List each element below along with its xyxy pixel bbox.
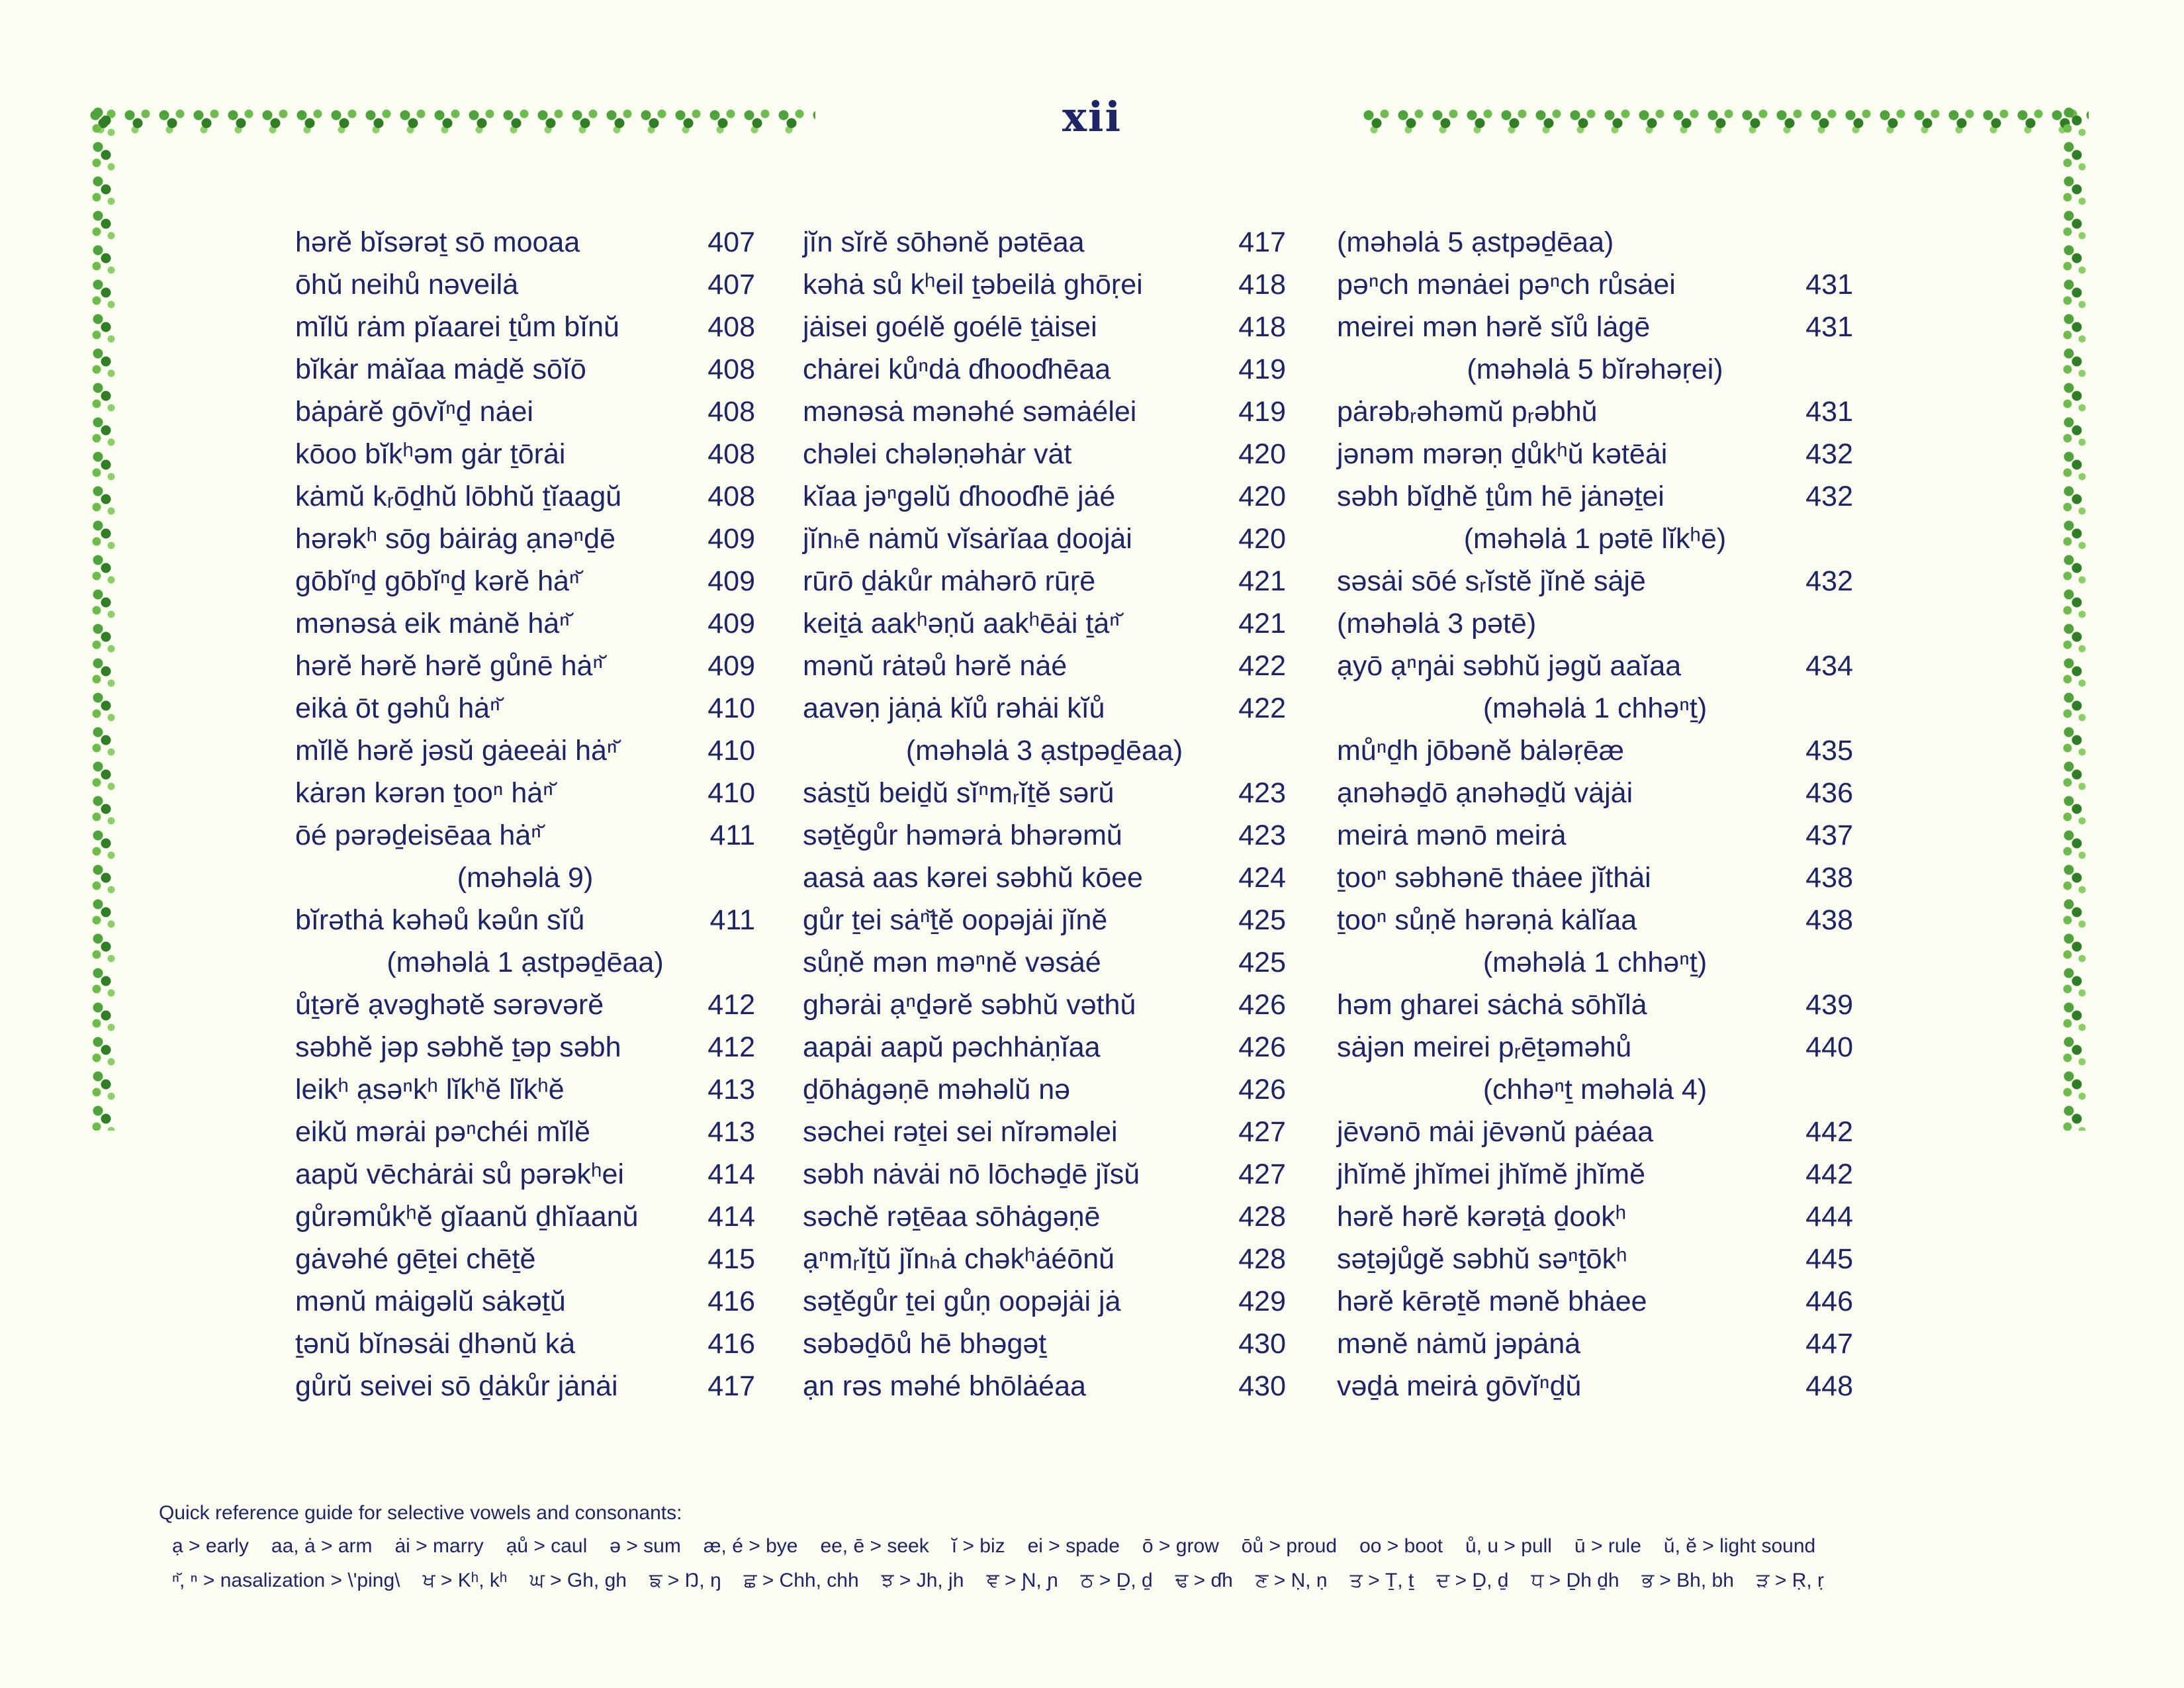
entry-page-number: 426 — [1238, 1074, 1286, 1105]
entry-title: aapŭ vēchȧrȧi sů pərəkʰei — [295, 1158, 624, 1190]
entry-title: kȧmŭ kᵣōḏhŭ lōbhŭ ṯĭaagŭ — [295, 481, 622, 512]
entry-title: pȧrəbᵣəhəmŭ pᵣəbhŭ — [1337, 396, 1598, 428]
entry-title: mĭlŭ rȧm pĭaarei ṯům bĭnŭ — [295, 311, 619, 343]
entry-page-number: 445 — [1805, 1243, 1853, 1275]
entry-title: vəḏȧ meirȧ gōvĭⁿḏŭ — [1337, 1370, 1582, 1402]
reference-item: ਛ > Chh, chh — [743, 1570, 859, 1591]
index-entry — [803, 518, 1286, 560]
entry-page-number: 409 — [707, 523, 755, 555]
decorative-border-top-left — [87, 105, 815, 135]
reference-item: ạ > early — [172, 1535, 249, 1557]
entry-title: jhĭmĕ jhĭmei jhĭmĕ jhĭmĕ — [1337, 1158, 1645, 1190]
entry-page-number: 428 — [1238, 1243, 1286, 1275]
reference-item: ਝ > Jh, jh — [881, 1570, 964, 1591]
entry-title: (məhəlȧ 1 chhəⁿṯ) — [1482, 947, 1707, 978]
index-entry — [295, 602, 755, 645]
entry-page-number: 437 — [1805, 820, 1853, 851]
entry-title: ṯənŭ bĭnəsȧi ḏhənŭ kȧ — [295, 1328, 576, 1360]
reference-item: ōů > proud — [1241, 1535, 1338, 1557]
entry-title: səchei rəṯei sei nĭrəməlei — [803, 1116, 1118, 1148]
entry-title: gůr ṯei sȧⁿ̆ṯĕ oopəjȧi jĭnĕ — [803, 904, 1108, 936]
reference-item: ō > grow — [1142, 1535, 1219, 1557]
entry-page-number: 432 — [1805, 481, 1853, 512]
section-heading — [1337, 221, 1853, 263]
entry-title: ạnəhəḏō ạnəhəḏŭ vȧjȧi — [1337, 777, 1633, 809]
entry-page-number: 413 — [707, 1074, 755, 1105]
index-entry — [295, 348, 755, 391]
index-entry — [1337, 1365, 1853, 1407]
entry-title: hərĕ hərĕ kərəṯȧ ḏookʰ — [1337, 1201, 1627, 1233]
index-entry — [1337, 1280, 1853, 1323]
index-entry — [803, 1323, 1286, 1365]
entry-title: kĭaa jəⁿgəlŭ ɗhooɗhē jȧé — [803, 481, 1116, 512]
index-entry — [803, 1196, 1286, 1238]
entry-title: səbhĕ jəp səbhĕ ṯəp səbh — [295, 1031, 621, 1063]
entry-title: meirei mən hərĕ sĭů lȧgē — [1337, 311, 1651, 343]
decorative-border-top-right — [1361, 105, 2089, 135]
entry-title: rūrō ḏȧkůr mȧhərō rūṛē — [803, 565, 1096, 597]
entry-page-number: 410 — [707, 777, 755, 809]
entry-title: gůrəmůkʰĕ gĭaanŭ ḏhĭaanŭ — [295, 1201, 639, 1233]
entry-title: aapȧi aapŭ pəchhȧṇĭaa — [803, 1031, 1101, 1063]
reference-item: ਧ > Ḏh ḏh — [1531, 1570, 1619, 1591]
entry-title: gȧvəhé gēṯei chēṯĕ — [295, 1243, 536, 1275]
index-entry — [295, 645, 755, 687]
reference-item: ਞ > Ɲ, ɲ — [986, 1570, 1058, 1591]
reference-item: ੜ > Ṛ, ṛ — [1756, 1570, 1825, 1591]
entry-title: ůṯərĕ ạvəghətĕ sərəvərĕ — [295, 989, 604, 1021]
page-number: xii — [1062, 93, 1122, 141]
entry-title: hərəkʰ sōg bȧirȧg ạnəⁿḏē — [295, 523, 616, 555]
entry-page-number: 418 — [1238, 269, 1286, 301]
entry-page-number: 429 — [1238, 1286, 1286, 1317]
index-entry — [803, 1238, 1286, 1280]
index-entry — [295, 433, 755, 475]
entry-page-number: 409 — [707, 650, 755, 682]
reference-item: æ, é > bye — [703, 1535, 798, 1557]
index-entry — [295, 814, 755, 857]
index-entry — [1337, 814, 1853, 857]
entry-page-number: 420 — [1238, 438, 1286, 470]
entry-page-number: 422 — [1238, 650, 1286, 682]
entry-title: keiṯȧ aakʰəṇŭ aakʰēȧi ṯȧⁿ̆ — [803, 608, 1120, 639]
entry-title: pəⁿch mənȧei pəⁿch růsȧei — [1337, 269, 1676, 301]
reference-item: ȧi > marry — [394, 1535, 484, 1557]
index-entry — [1337, 560, 1853, 602]
index-entry — [803, 645, 1286, 687]
entry-title: sůṇĕ mən məⁿnĕ vəsȧé — [803, 947, 1101, 978]
index-entry — [803, 687, 1286, 729]
entry-title: ōé pərəḏeisēaa hȧⁿ̆ — [295, 820, 541, 851]
index-entry — [1337, 729, 1853, 772]
entry-page-number: 415 — [707, 1243, 755, 1275]
index-entry — [803, 221, 1286, 263]
index-entry — [295, 1280, 755, 1323]
index-entry — [803, 1153, 1286, 1196]
entry-title: bĭkȧr mȧĭaa mȧḏĕ sōĭō — [295, 353, 586, 385]
entry-title: eikȧ ōt gəhů hȧⁿ̆ — [295, 692, 500, 724]
decorative-border-left — [87, 105, 118, 1131]
entry-title: meirȧ mənō meirȧ — [1337, 820, 1567, 851]
entry-title: hərĕ kērəṯĕ mənĕ bhȧee — [1337, 1286, 1647, 1317]
index-entry — [295, 221, 755, 263]
entry-page-number: 432 — [1805, 438, 1853, 470]
index-entry — [1337, 306, 1853, 348]
decorative-border-right — [2058, 105, 2089, 1131]
index-entry — [295, 729, 755, 772]
entry-title: səbh nȧvȧi nō lōchəḏē jĭsŭ — [803, 1158, 1140, 1190]
entry-title: mənĕ nȧmŭ jəpȧnȧ — [1337, 1328, 1581, 1360]
entry-title: səṯĕgůr həmərȧ bhərəmŭ — [803, 820, 1122, 851]
entry-title: jēvənō mȧi jēvənŭ pȧéaa — [1337, 1116, 1654, 1148]
reference-item: ਭ > Bh, bh — [1641, 1570, 1734, 1591]
entry-title: mĭlĕ hərĕ jəsŭ gȧeeȧi hȧⁿ̆ — [295, 735, 617, 767]
index-entry — [803, 391, 1286, 433]
entry-page-number: 428 — [1238, 1201, 1286, 1233]
entry-page-number: 412 — [707, 1031, 755, 1063]
entry-page-number: 438 — [1805, 904, 1853, 936]
section-heading — [295, 857, 755, 899]
entry-page-number: 427 — [1238, 1158, 1286, 1190]
index-entry — [1337, 772, 1853, 814]
entry-title: səṯəjůgĕ səbhŭ səⁿṯōkʰ — [1337, 1243, 1627, 1275]
reference-guide — [159, 1497, 2078, 1598]
reference-item: ŭ, ĕ > light sound — [1663, 1535, 1816, 1557]
entry-page-number: 431 — [1805, 269, 1853, 301]
entry-page-number: 421 — [1238, 608, 1286, 639]
reference-item: ei > spade — [1027, 1535, 1120, 1557]
entry-title: gōbĭⁿḏ gōbĭⁿḏ kərĕ hȧⁿ̆ — [295, 565, 580, 597]
index-entry — [1337, 1323, 1853, 1365]
index-entry — [295, 687, 755, 729]
entry-page-number: 427 — [1238, 1116, 1286, 1148]
entry-title: (məhəlȧ 1 ạstpəḏēaa) — [387, 947, 664, 978]
entry-page-number: 410 — [707, 735, 755, 767]
entry-title: gůrŭ seivei sō ḏȧkůr jȧnȧi — [295, 1370, 618, 1402]
entry-title: (məhəlȧ 5 ạstpəḏēaa) — [1337, 226, 1614, 258]
reference-item: ਦ > Ḏ, ḏ — [1436, 1570, 1509, 1591]
entry-title: ạn rəs məhé bhōlȧéaa — [803, 1370, 1086, 1402]
index-entry — [803, 1111, 1286, 1153]
reference-item: ਣ > Ṇ, ṇ — [1255, 1570, 1328, 1591]
index-entry — [803, 984, 1286, 1026]
entry-title: (məhəlȧ 5 bĭrəhəṛei) — [1467, 353, 1723, 385]
entry-page-number: 430 — [1238, 1370, 1286, 1402]
index-entry — [803, 899, 1286, 941]
entry-page-number: 447 — [1805, 1328, 1853, 1360]
index-column-2 — [803, 221, 1286, 1407]
index-entry — [1337, 645, 1853, 687]
index-entry — [1337, 433, 1853, 475]
index-entry — [803, 772, 1286, 814]
reference-item: ⁿ̆, ⁿ > nasalization > \'ping\ — [172, 1570, 400, 1591]
entry-page-number: 408 — [707, 438, 755, 470]
entry-title: chȧrei kůⁿdȧ ɗhooɗhēaa — [803, 353, 1111, 385]
index-entry — [803, 814, 1286, 857]
section-heading — [1337, 1068, 1853, 1111]
entry-page-number: 408 — [707, 311, 755, 343]
reference-item: ee, ē > seek — [820, 1535, 929, 1557]
entry-title: ghərȧi ạⁿḏərĕ səbhŭ vəthŭ — [803, 989, 1136, 1021]
entry-title: kȧrən kərən ṯooⁿ hȧⁿ̆ — [295, 777, 553, 809]
entry-title: kōoo bĭkʰəm gȧr ṯōrȧi — [295, 438, 566, 470]
entry-page-number: 414 — [707, 1201, 755, 1233]
entry-title: (məhəlȧ 1 pətē lĭkʰē) — [1463, 523, 1727, 555]
reference-guide-title: Quick reference guide for selective vowels and consonants: — [159, 1502, 682, 1524]
index-entry — [1337, 1196, 1853, 1238]
index-entry — [803, 602, 1286, 645]
entry-title: mənŭ rȧtəů hərĕ nȧé — [803, 650, 1068, 682]
index-entry — [803, 1026, 1286, 1068]
entry-title: mənŭ mȧigəlŭ sȧkəṯŭ — [295, 1286, 566, 1317]
entry-title: mənəsȧ eik mȧnĕ hȧⁿ̆ — [295, 608, 570, 639]
entry-page-number: 425 — [1238, 947, 1286, 978]
entry-page-number: 442 — [1805, 1116, 1853, 1148]
index-entry — [295, 1196, 755, 1238]
entry-title: ṯooⁿ sůṇĕ hərəṇȧ kȧlĭaa — [1337, 904, 1637, 936]
index-column-1 — [295, 221, 755, 1407]
index-entry — [803, 560, 1286, 602]
entry-page-number: 419 — [1238, 396, 1286, 428]
entry-page-number: 430 — [1238, 1328, 1286, 1360]
entry-page-number: 413 — [707, 1116, 755, 1148]
entry-page-number: 438 — [1805, 862, 1853, 894]
entry-title: (məhəlȧ 3 ạstpəḏēaa) — [905, 735, 1183, 767]
entry-title: (məhəlȧ 9) — [457, 862, 594, 894]
entry-page-number: 410 — [707, 692, 755, 724]
index-entry — [295, 772, 755, 814]
entry-title: ōhŭ neihů nəveilȧ — [295, 269, 519, 301]
section-heading — [1337, 687, 1853, 729]
index-entry — [803, 1068, 1286, 1111]
index-entry — [1337, 475, 1853, 518]
entry-page-number: 418 — [1238, 311, 1286, 343]
reference-item: ə > sum — [610, 1535, 681, 1557]
entry-title: səṯĕgůr ṯei gůṇ oopəjȧi jȧ — [803, 1286, 1121, 1317]
index-entry — [295, 1026, 755, 1068]
entry-page-number: 407 — [707, 269, 755, 301]
entry-page-number: 417 — [707, 1370, 755, 1402]
index-entry — [1337, 899, 1853, 941]
index-entry — [295, 1111, 755, 1153]
entry-title: bĭrəthȧ kəhəů kəůn sĭů — [295, 904, 585, 936]
entry-title: səsȧi sōé sᵣĭstĕ jĭnĕ sȧjē — [1337, 565, 1646, 597]
index-entry — [295, 1238, 755, 1280]
index-entry — [803, 475, 1286, 518]
entry-page-number: 408 — [707, 353, 755, 385]
section-heading — [1337, 518, 1853, 560]
entry-page-number: 432 — [1805, 565, 1853, 597]
entry-page-number: 444 — [1805, 1201, 1853, 1233]
entry-title: səbəḏōů hē bhəgəṯ — [803, 1328, 1047, 1360]
entry-title: jȧisei goélĕ goélē ṯȧisei — [803, 311, 1097, 343]
entry-page-number: 411 — [709, 820, 755, 851]
index-entry — [295, 306, 755, 348]
reference-item: ĭ > biz — [951, 1535, 1005, 1557]
entry-title: həm gharei sȧchȧ sōhĭlȧ — [1337, 989, 1647, 1021]
entry-title: jənəm mərəṇ ḏůkʰŭ kətēȧi — [1337, 438, 1668, 470]
index-entry — [295, 391, 755, 433]
entry-title: aavəṇ jȧṇȧ kĭů rəhȧi kĭů — [803, 692, 1105, 724]
entry-title: ḏōhȧgəṇē məhəlŭ nə — [803, 1074, 1071, 1105]
index-entry — [295, 899, 755, 941]
entry-page-number: 407 — [707, 226, 755, 258]
entry-page-number: 419 — [1238, 353, 1286, 385]
entry-page-number: 425 — [1238, 904, 1286, 936]
entry-page-number: 426 — [1238, 1031, 1286, 1063]
entry-page-number: 439 — [1805, 989, 1853, 1021]
entry-page-number: 434 — [1805, 650, 1853, 682]
index-entry — [295, 1153, 755, 1196]
entry-title: ạyō ạⁿŋȧi səbhŭ jəgŭ aaĭaa — [1337, 650, 1682, 682]
index-entry — [1337, 1153, 1853, 1196]
reference-item: ਘ > Gh, gh — [529, 1570, 627, 1591]
entry-title: chəlei chələṇəhȧr vȧt — [803, 438, 1072, 470]
entry-title: ṯooⁿ səbhənē thȧee jĭthȧi — [1337, 862, 1651, 894]
entry-page-number: 436 — [1805, 777, 1853, 809]
index-entry — [1337, 1026, 1853, 1068]
entry-page-number: 424 — [1238, 862, 1286, 894]
entry-page-number: 408 — [707, 481, 755, 512]
reference-item: oo > boot — [1359, 1535, 1443, 1557]
entry-page-number: 416 — [707, 1286, 755, 1317]
index-entry — [295, 984, 755, 1026]
reference-item: ਤ > Ṯ, ṯ — [1349, 1570, 1414, 1591]
entry-page-number: 409 — [707, 608, 755, 639]
index-entry — [803, 1280, 1286, 1323]
index-entry — [295, 1323, 755, 1365]
entry-page-number: 448 — [1805, 1370, 1853, 1402]
entry-title: səchĕ rəṯēaa sōhȧgəṇē — [803, 1201, 1101, 1233]
entry-page-number: 435 — [1805, 735, 1853, 767]
entry-title: səbh bĭḏhĕ ṯům hē jȧnəṯei — [1337, 481, 1664, 512]
entry-page-number: 420 — [1238, 481, 1286, 512]
entry-page-number: 431 — [1805, 311, 1853, 343]
index-entry — [803, 263, 1286, 306]
entry-title: sȧjən meirei pᵣēṯəməhů — [1337, 1031, 1632, 1063]
index-entry — [295, 263, 755, 306]
index-entry — [1337, 857, 1853, 899]
entry-title: (məhəlȧ 3 pətē) — [1337, 608, 1537, 639]
entry-page-number: 420 — [1238, 523, 1286, 555]
entry-page-number: 412 — [707, 989, 755, 1021]
section-heading — [803, 729, 1286, 772]
index-entry — [803, 941, 1286, 984]
entry-title: bȧpȧrĕ gōvĭⁿḏ nȧei — [295, 396, 533, 428]
entry-title: eikŭ mərȧi pəⁿchéi mĭlĕ — [295, 1116, 590, 1148]
entry-title: ạⁿmᵣĭṯŭ jĭnₕȧ chəkʰȧéōnŭ — [803, 1243, 1115, 1275]
section-heading — [1337, 941, 1853, 984]
entry-title: leikʰ ạsəⁿkʰ lĭkʰĕ lĭkʰĕ — [295, 1074, 565, 1105]
index-entry — [803, 857, 1286, 899]
entry-title: hərĕ hərĕ hərĕ gůnē hȧⁿ̆ — [295, 650, 604, 682]
section-heading — [1337, 602, 1853, 645]
entry-title: hərĕ bĭsərəṯ sō mooaa — [295, 226, 580, 258]
reference-guide-consonants — [159, 1564, 2078, 1598]
section-heading — [1337, 348, 1853, 391]
entry-page-number: 417 — [1238, 226, 1286, 258]
index-entry — [295, 1068, 755, 1111]
entry-title: (məhəlȧ 1 chhəⁿṯ) — [1482, 692, 1707, 724]
entry-page-number: 421 — [1238, 565, 1286, 597]
index-entry — [1337, 984, 1853, 1026]
entry-page-number: 422 — [1238, 692, 1286, 724]
entry-page-number: 416 — [707, 1328, 755, 1360]
entry-title: kəhȧ sů kʰeil ṯəbeilȧ ghōṛei — [803, 269, 1143, 301]
entry-page-number: 411 — [709, 904, 755, 936]
index-entry — [1337, 1238, 1853, 1280]
entry-page-number: 414 — [707, 1158, 755, 1190]
index-entry — [803, 433, 1286, 475]
reference-item: ū > rule — [1574, 1535, 1641, 1557]
entry-title: mənəsȧ mənəhé səmȧélei — [803, 396, 1137, 428]
reference-item: ạů > caul — [506, 1535, 588, 1557]
entry-page-number: 409 — [707, 565, 755, 597]
index-entry — [295, 560, 755, 602]
entry-title: můⁿḏh jōbənĕ bȧləṛēæ — [1337, 735, 1625, 767]
index-column-3 — [1337, 221, 1853, 1407]
reference-guide-vowels — [159, 1529, 2078, 1564]
index-entry — [803, 306, 1286, 348]
entry-page-number: 423 — [1238, 820, 1286, 851]
entry-page-number: 440 — [1805, 1031, 1853, 1063]
section-heading — [295, 941, 755, 984]
index-entry — [1337, 1111, 1853, 1153]
reference-item: ਖ > Kʰ, kʰ — [422, 1570, 508, 1591]
entry-title: (chhəⁿṯ məhəlȧ 4) — [1482, 1074, 1707, 1105]
entry-title: sȧsṯŭ beiḏŭ sĭⁿmᵣĭṯĕ sərŭ — [803, 777, 1115, 809]
index-entry — [1337, 391, 1853, 433]
entry-title: aasȧ aas kərei səbhŭ kōee — [803, 862, 1143, 894]
reference-item: ਢ > ɗh — [1175, 1570, 1233, 1591]
reference-item: ਙ > Ŋ, ŋ — [649, 1570, 721, 1591]
entry-title: jĭnₕē nȧmŭ vĭsȧrĭaa ḏoojȧi — [803, 523, 1132, 555]
entry-page-number: 442 — [1805, 1158, 1853, 1190]
entry-page-number: 408 — [707, 396, 755, 428]
reference-item: aa, ȧ > arm — [271, 1535, 373, 1557]
entry-page-number: 431 — [1805, 396, 1853, 428]
index-entry — [295, 475, 755, 518]
index-entry — [803, 1365, 1286, 1407]
reference-item: ਠ > Ḏ, ḏ — [1080, 1570, 1153, 1591]
index-entry — [1337, 263, 1853, 306]
entry-page-number: 446 — [1805, 1286, 1853, 1317]
index-entry — [803, 348, 1286, 391]
index-entry — [295, 1365, 755, 1407]
entry-page-number: 426 — [1238, 989, 1286, 1021]
reference-item: ů, u > pull — [1465, 1535, 1552, 1557]
entry-title: jĭn sĭrĕ sōhənĕ pətēaa — [803, 226, 1085, 258]
entry-page-number: 423 — [1238, 777, 1286, 809]
index-entry — [295, 518, 755, 560]
